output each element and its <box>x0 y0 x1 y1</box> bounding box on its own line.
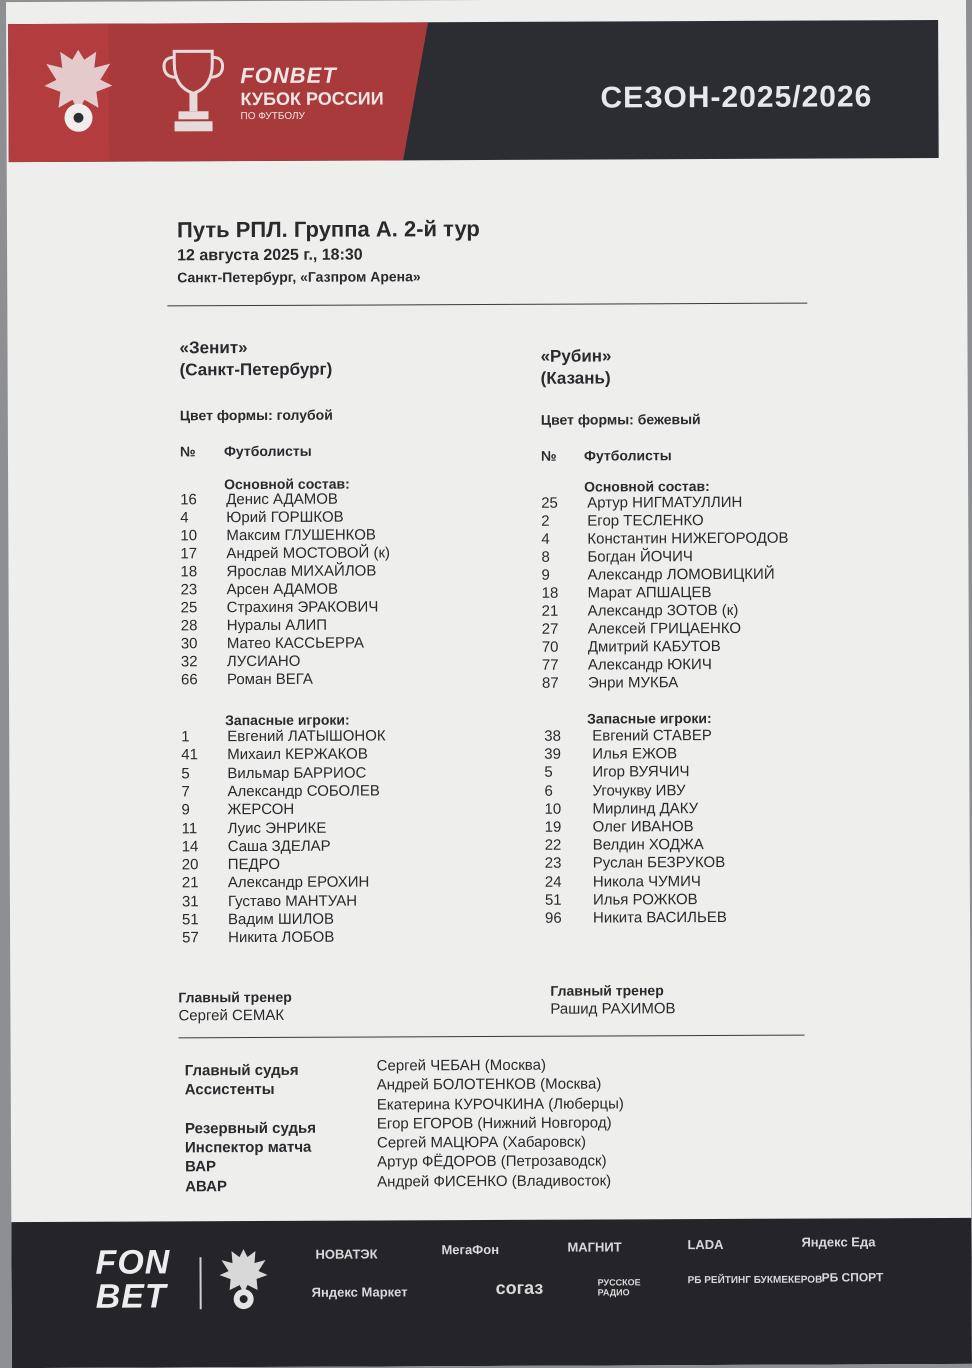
player-name: Руслан БЕЗРУКОВ <box>593 854 725 873</box>
player-number: 9 <box>541 567 581 585</box>
player-name: Илья ЕЖОВ <box>592 745 677 763</box>
official-label: АВАР <box>185 1177 316 1197</box>
player-name: Страхиня ЭРАКОВИЧ <box>227 598 379 617</box>
official-label: Главный судья <box>185 1061 316 1081</box>
home-col-players: Футболисты <box>224 443 312 459</box>
player-name: Саша ЗДЕЛАР <box>228 837 331 855</box>
home-coach-name: Сергей СЕМАК <box>178 1007 284 1024</box>
player-name: Алексей ГРИЦАЕНКО <box>588 620 741 639</box>
home-starting-list <box>6 0 966 2</box>
away-starting-list <box>6 0 966 2</box>
player-number: 1 <box>181 728 221 746</box>
header-banner <box>8 20 939 162</box>
sponsor-footer <box>11 1218 972 1368</box>
player-number: 4 <box>180 509 220 527</box>
player-name: Александр СОБОЛЕВ <box>227 782 379 801</box>
sponsor-megafon: МегаФон <box>441 1242 499 1257</box>
match-sheet <box>6 0 972 1368</box>
fonbet-footer-logo <box>95 1245 170 1313</box>
official-name: Сергей ЧЕБАН (Москва) <box>377 1055 624 1075</box>
player-name: ПЕДРО <box>228 856 280 874</box>
player-number: 19 <box>545 819 585 837</box>
sponsor-novatek: НОВАТЭК <box>315 1246 377 1261</box>
player-number: 10 <box>180 527 220 545</box>
official-label: ВАР <box>185 1157 316 1177</box>
player-name: Александр ЕРОХИН <box>228 874 370 893</box>
player-name: Богдан ЙОЧИЧ <box>587 548 693 566</box>
player-name: Энри МУКБА <box>588 674 678 692</box>
player-name: Арсен АДАМОВ <box>227 581 339 599</box>
official-label: Инспектор матча <box>185 1138 316 1158</box>
player-name: Угочукву ИВУ <box>592 782 685 800</box>
player-name: Евгений ЛАТЫШОНОК <box>227 727 386 746</box>
sponsor-sogaz: согаз <box>496 1278 544 1299</box>
player-number: 5 <box>544 764 584 782</box>
official-label <box>185 1099 316 1119</box>
player-name: Матео КАССЬЕРРА <box>227 635 364 654</box>
home-team-name: «Зенит» <box>179 337 247 359</box>
cup-subtitle: ПО ФУТБОЛУ <box>240 111 304 122</box>
player-number: 23 <box>545 855 585 873</box>
officials-names <box>377 1055 625 1191</box>
player-number: 20 <box>182 856 222 874</box>
away-subs-list <box>6 0 966 2</box>
home-coach-label: Главный тренер <box>178 989 291 1005</box>
official-name: Егор ЕГОРОВ (Нижний Новгород) <box>377 1113 624 1133</box>
player-number: 25 <box>181 599 221 617</box>
away-team-city: (Казань) <box>541 367 611 389</box>
player-number: 28 <box>181 617 221 635</box>
player-name: Юрий ГОРШКОВ <box>226 509 343 528</box>
player-name: Никита ВАСИЛЬЕВ <box>593 909 727 928</box>
player-number: 17 <box>180 545 220 563</box>
player-number: 70 <box>542 639 582 657</box>
player-name: Михаил КЕРЖАКОВ <box>227 746 368 765</box>
player-number: 21 <box>542 603 582 621</box>
player-name: Дмитрий КАБУТОВ <box>588 638 721 657</box>
player-name: Андрей МОСТОВОЙ (к) <box>226 544 390 563</box>
player-number: 96 <box>545 910 585 928</box>
player-number: 7 <box>181 783 221 801</box>
player-number: 6 <box>544 782 584 800</box>
player-name: Велдин ХОДЖА <box>593 836 704 854</box>
player-number: 18 <box>542 585 582 603</box>
rfs-footer-emblem-icon <box>215 1245 271 1313</box>
player-name: Константин НИЖЕГОРОДОВ <box>587 530 788 549</box>
player-number: 22 <box>545 837 585 855</box>
player-name: Игор ВУЯЧИЧ <box>592 764 689 782</box>
player-number: 24 <box>545 873 585 891</box>
player-number: 23 <box>181 581 221 599</box>
away-starting-heading: Основной состав: <box>584 478 710 495</box>
official-label: Ассистенты <box>185 1080 316 1100</box>
player-number: 51 <box>182 911 222 929</box>
sponsor-russkoe-radio: РУССКОЕ РАДИО <box>598 1277 648 1297</box>
sponsor-rb-rating: РБ РЕЙТИНГ БУКМЕКЕРОВ <box>688 1275 823 1287</box>
player-name: Никола ЧУМИЧ <box>593 873 701 891</box>
player-number: 41 <box>181 746 221 764</box>
player-number: 11 <box>182 820 222 838</box>
player-number: 16 <box>180 491 220 509</box>
player-number: 51 <box>545 891 585 909</box>
player-number: 10 <box>544 800 584 818</box>
sponsor-lada: LADA <box>687 1237 723 1252</box>
player-name: Густаво МАНТУАН <box>228 892 357 911</box>
home-col-number: № <box>180 443 196 459</box>
home-kit-color: Цвет формы: голубой <box>180 407 333 424</box>
away-col-players: Футболисты <box>584 447 672 463</box>
official-name: Сергей МАЦЮРА (Хабаровск) <box>377 1133 624 1153</box>
player-number: 57 <box>182 929 222 947</box>
player-name: ЛУСИАНО <box>227 653 301 671</box>
away-coach-name: Рашид РАХИМОВ <box>550 1000 675 1018</box>
player-number: 66 <box>181 671 221 689</box>
away-col-number: № <box>541 448 557 464</box>
sponsor-rb-sport: РБ СПОРТ <box>822 1270 884 1284</box>
cup-title: КУБОК РОССИИ <box>240 88 383 110</box>
rfs-eagle-emblem-icon <box>38 42 118 142</box>
player-name: Александр ЮКИЧ <box>588 656 712 675</box>
player-name: Вадим ШИЛОВ <box>228 911 334 929</box>
fonbet-logo-line1: FON <box>95 1245 170 1279</box>
divider-bottom <box>179 1035 805 1039</box>
away-subs-heading: Запасные игроки: <box>587 710 712 727</box>
player-name: Илья РОЖКОВ <box>593 891 698 909</box>
player-number: 5 <box>181 765 221 783</box>
player-number: 39 <box>544 746 584 764</box>
away-team-name: «Рубин» <box>541 345 612 367</box>
player-number: 18 <box>180 563 220 581</box>
sponsor-magnit: МАГНИТ <box>567 1239 621 1254</box>
player-name: Александр ЛОМОВИЦКИЙ <box>587 566 774 585</box>
player-number: 31 <box>182 893 222 911</box>
player-name: Ярослав МИХАЙЛОВ <box>226 562 376 581</box>
player-number: 25 <box>541 495 581 513</box>
player-name: ЖЕРСОН <box>227 801 294 819</box>
official-name: Екатерина КУРОЧКИНА (Люберцы) <box>377 1094 624 1114</box>
away-kit-color: Цвет формы: бежевый <box>541 411 701 428</box>
footer-divider <box>199 1257 201 1309</box>
player-name: Вильмар БАРРИОС <box>227 764 366 783</box>
home-starting-heading: Основной состав: <box>224 476 350 493</box>
player-number: 2 <box>541 513 581 531</box>
player-name: Нуралы АЛИП <box>227 617 327 635</box>
player-number: 4 <box>541 531 581 549</box>
match-datetime: 12 августа 2025 г., 18:30 <box>177 247 363 266</box>
player-name: Егор ТЕСЛЕНКО <box>587 512 703 531</box>
season-label: СЕЗОН-2025/2026 <box>600 80 872 115</box>
player-name: Денис АДАМОВ <box>226 491 338 509</box>
divider-top <box>167 303 807 307</box>
official-name: Артур ФЁДОРОВ (Петрозаводск) <box>377 1152 624 1172</box>
player-number: 21 <box>182 875 222 893</box>
match-title: Путь РПЛ. Группа А. 2-й тур <box>177 216 480 243</box>
sponsor-yandex-eda: Яндекс Еда <box>801 1234 875 1249</box>
player-name: Евгений СТАВЕР <box>592 727 712 746</box>
player-name: Луис ЭНРИКЕ <box>228 819 327 837</box>
fonbet-logo-line2: BET <box>96 1279 171 1313</box>
official-name: Андрей ФИСЕНКО (Владивосток) <box>377 1171 624 1191</box>
player-name: Никита ЛОБОВ <box>228 929 334 947</box>
official-label: Резервный судья <box>185 1119 316 1139</box>
player-name: Мирлинд ДАКУ <box>592 800 698 818</box>
player-name: Артур НИГМАТУЛЛИН <box>587 494 742 513</box>
home-team-city: (Санкт-Петербург) <box>180 359 333 382</box>
home-subs-list <box>6 0 966 2</box>
officials-labels <box>185 1061 317 1197</box>
player-name: Максим ГЛУШЕНКОВ <box>226 526 376 545</box>
sponsor-yandex-market: Яндекс Маркет <box>312 1284 408 1299</box>
away-coach-label: Главный тренер <box>550 982 663 998</box>
match-venue: Санкт-Петербург, «Газпром Арена» <box>177 268 421 285</box>
player-number: 87 <box>542 675 582 693</box>
player-number: 14 <box>182 838 222 856</box>
player-number: 27 <box>542 621 582 639</box>
player-number: 9 <box>181 801 221 819</box>
cup-trophy-icon <box>158 43 228 143</box>
player-number: 30 <box>181 635 221 653</box>
player-number: 32 <box>181 653 221 671</box>
home-subs-heading: Запасные игроки: <box>225 712 350 729</box>
player-name: Александр ЗОТОВ (к) <box>588 602 739 621</box>
player-name: Роман ВЕГА <box>227 671 313 689</box>
fonbet-brand: FONBET <box>240 63 337 89</box>
player-number: 38 <box>544 728 584 746</box>
player-name: Олег ИВАНОВ <box>593 818 694 836</box>
player-number: 8 <box>541 549 581 567</box>
official-name: Андрей БОЛОТЕНКОВ (Москва) <box>377 1075 624 1095</box>
player-name: Марат АПШАЦЕВ <box>588 584 712 603</box>
player-number: 77 <box>542 657 582 675</box>
